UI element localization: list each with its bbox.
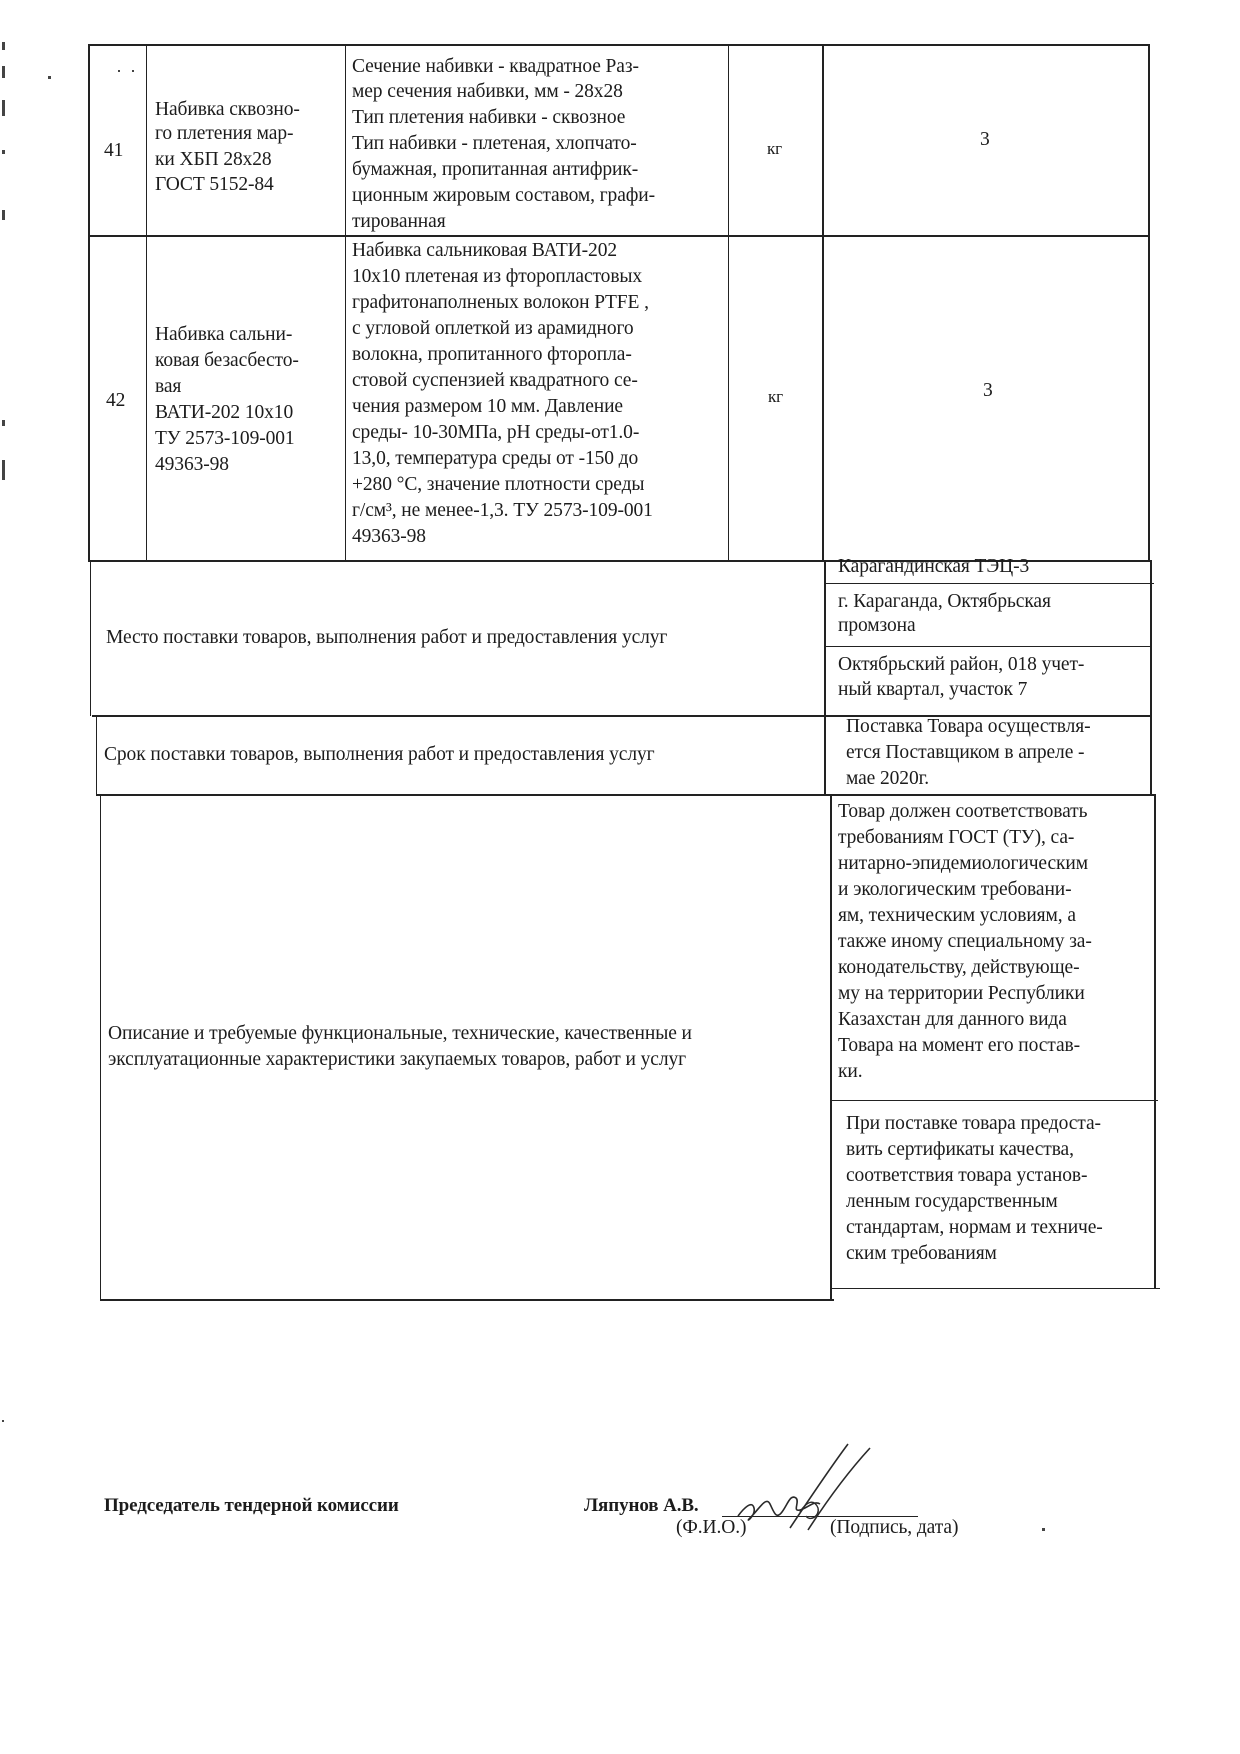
requirements-text: Товар должен соответствовать: [838, 801, 1088, 822]
requirements-text: требованиям ГОСТ (ТУ), са-: [838, 827, 1075, 848]
description-label: эксплуатационные характеристики закупаемых товаров, работ и услуг: [108, 1049, 686, 1070]
item-spec-line: Тип набивки - плетеная, хлопчато-: [352, 133, 637, 154]
item-spec-line: тированная: [352, 211, 446, 232]
item-spec-line: среды- 10-30МПа, рН среды-от1.0-: [352, 422, 640, 443]
col-border: [728, 44, 729, 562]
requirements-text: конодательству, действующе-: [838, 957, 1080, 978]
signature-date-caption: (Подпись, дата): [830, 1517, 959, 1538]
table-top-border: [88, 44, 1150, 46]
scan-speck: [2, 420, 5, 426]
requirements-text: и экологическим требовани-: [838, 879, 1072, 900]
delivery-time-value: мае 2020г.: [846, 768, 930, 789]
col-border: [822, 44, 824, 562]
requirements-text: нитарно-эпидемиологическим: [838, 853, 1088, 874]
col-border-right: [1154, 794, 1156, 1288]
cell-separator: [826, 583, 1154, 584]
requirements-text: ки.: [838, 1061, 863, 1082]
col-border-right: [1150, 560, 1152, 796]
row-separator: [96, 794, 1154, 796]
item-spec-line: 13,0, температура среды от -150 до: [352, 448, 639, 469]
item-spec-line: 49363-98: [352, 526, 426, 547]
certificates-text: вить сертификаты качества,: [846, 1139, 1074, 1160]
certificates-text: соответствия товара установ-: [846, 1165, 1088, 1186]
item-quantity: 3: [983, 380, 993, 401]
item-spec-line: +280 °С, значение плотности среды: [352, 474, 645, 495]
delivery-place-value: промзона: [838, 615, 916, 636]
item-spec-line: ционным жировым составом, графи-: [352, 185, 656, 206]
scan-speck: [1042, 1528, 1045, 1531]
col-border-right: [1148, 44, 1150, 562]
item-spec-line: Набивка сальниковая ВАТИ-202: [352, 240, 617, 261]
item-quantity: 3: [980, 129, 990, 150]
scan-speck: [2, 1420, 4, 1422]
delivery-place-label: Место поставки товаров, выполнения работ и предоставления услуг: [106, 627, 668, 648]
item-spec-line: г/см³, не менее-1,3. ТУ 2573-109-001: [352, 500, 653, 521]
requirements-text: также иному специальному за-: [838, 931, 1092, 952]
col-border: [345, 44, 346, 562]
item-spec-line: 10х10 плетеная из фторопластовых: [352, 266, 643, 287]
delivery-place-value: Карагандинская ТЭЦ-3: [838, 556, 1030, 577]
scan-speck: [48, 76, 51, 79]
scan-speck: [2, 210, 5, 220]
delivery-place-value: Октябрьский район, 018 учет-: [838, 654, 1085, 675]
scan-speck: [2, 150, 5, 154]
item-spec-line: чения размером 10 мм. Давление: [352, 396, 623, 417]
delivery-time-value: ется Поставщиком в апреле -: [846, 742, 1085, 763]
requirements-text: ям, техническим условиям, а: [838, 905, 1076, 926]
certificates-text: стандартам, нормам и техниче-: [846, 1217, 1103, 1238]
item-name-line: 49363-98: [155, 454, 229, 475]
item-name-line: Набивка сальни-: [155, 324, 293, 345]
chairman-name: Ляпунов А.В.: [584, 1495, 699, 1516]
col-border: [824, 560, 826, 796]
col-border-left: [88, 44, 90, 562]
row-number: 42: [106, 390, 126, 411]
chairman-title: Председатель тендерной комиссии: [104, 1495, 399, 1516]
certificates-text: ским требованиям: [846, 1243, 997, 1264]
row-number: 41: [104, 140, 124, 161]
delivery-place-value: ный квартал, участок 7: [838, 679, 1028, 700]
requirements-text: му на территории Республики: [838, 983, 1085, 1004]
scan-speck: [2, 42, 5, 50]
item-spec-line: мер сечения набивки, мм - 28х28: [352, 81, 623, 102]
scan-speck: [118, 70, 120, 72]
col-border-left: [90, 560, 91, 716]
item-name-line: Набивка сквозно-: [155, 99, 300, 120]
table-bottom-border: [832, 1288, 1160, 1289]
item-spec-line: графитонаполненых волокон PTFE ,: [352, 292, 649, 313]
item-name-line: ки ХБП 28х28: [155, 149, 272, 170]
item-name-line: вая: [155, 376, 182, 397]
fio-caption: (Ф.И.О.): [676, 1517, 747, 1538]
certificates-text: При поставке товара предоста-: [846, 1113, 1101, 1134]
cell-separator: [832, 1100, 1158, 1101]
delivery-time-label: Срок поставки товаров, выполнения работ и предоставления услуг: [104, 744, 655, 765]
certificates-text: ленным государственным: [846, 1191, 1058, 1212]
description-label: Описание и требуемые функциональные, технические, качественные и: [108, 1023, 692, 1044]
item-spec-line: бумажная, пропитанная антифрик-: [352, 159, 639, 180]
scan-speck: [2, 460, 5, 480]
requirements-text: Товара на момент его постав-: [838, 1035, 1081, 1056]
item-name-line: ковая безасбесто-: [155, 350, 299, 371]
scan-speck: [132, 70, 134, 72]
col-border-left: [96, 715, 97, 795]
scan-speck: [2, 66, 5, 78]
item-spec-line: Тип плетения набивки - сквозное: [352, 107, 626, 128]
scan-speck: [2, 100, 5, 116]
delivery-place-value: г. Караганда, Октябрьская: [838, 591, 1051, 612]
delivery-time-value: Поставка Товара осуществля-: [846, 716, 1091, 737]
col-border: [146, 44, 147, 562]
item-unit: кг: [767, 139, 783, 158]
item-spec-line: Сечение набивки - квадратное Раз-: [352, 56, 639, 77]
col-border-left: [100, 794, 101, 1300]
item-name-line: го плетения мар-: [155, 123, 294, 144]
item-spec-line: стовой суспензией квадратного се-: [352, 370, 638, 391]
requirements-text: Казахстан для данного вида: [838, 1009, 1067, 1030]
item-spec-line: волокна, пропитанного фторопла-: [352, 344, 632, 365]
item-name-line: ГОСТ 5152-84: [155, 174, 274, 195]
item-name-line: ВАТИ-202 10х10: [155, 402, 294, 423]
item-unit: кг: [768, 387, 784, 406]
cell-separator: [826, 646, 1150, 647]
table-bottom-border: [100, 1299, 834, 1301]
item-name-line: ТУ 2573-109-001: [155, 428, 295, 449]
col-border: [830, 794, 832, 1300]
item-spec-line: с угловой оплеткой из арамидного: [352, 318, 634, 339]
row-separator: [88, 235, 1150, 237]
